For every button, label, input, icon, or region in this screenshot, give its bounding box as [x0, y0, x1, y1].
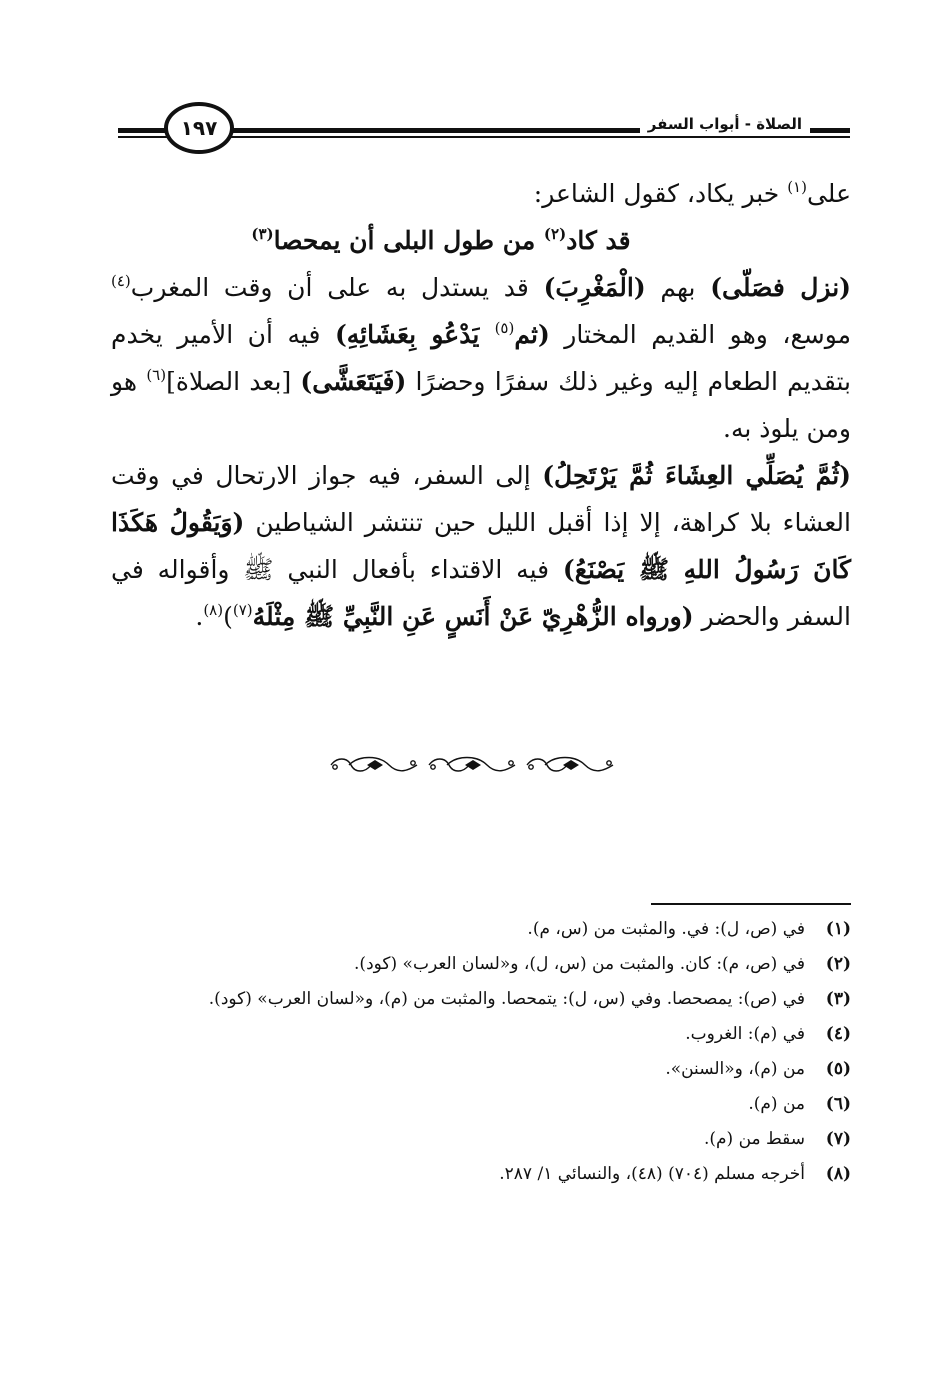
- footnote-number: (٢): [825, 954, 851, 974]
- hadith-quote: (فَيَتَعَشَّى): [300, 367, 407, 396]
- text-run: خبر يكاد، كقول الشاعر:: [533, 179, 788, 208]
- paragraph-2: [111, 264, 851, 452]
- text-run: قد كاد: [566, 226, 631, 255]
- footnote-number: (١): [825, 919, 851, 939]
- text-run: فيه أن الأمير يخدم بتقديم الطعام إليه وغير ذلك سفرًا وحضرًا: [111, 320, 851, 396]
- floral-divider-ornament-icon: [0, 752, 943, 778]
- footnote-ref: (٥): [494, 319, 515, 337]
- text-run: [بعد الصلاة]: [166, 367, 301, 396]
- footnote-text: أخرجه مسلم (٧٠٤) (٤٨)، والنسائي ١/ ٢٨٧.: [499, 1164, 805, 1184]
- footnote-number: (٤): [825, 1024, 851, 1044]
- footnote-number: (٨): [825, 1164, 851, 1184]
- ornament-svg: [327, 752, 617, 778]
- paragraph-1: [111, 170, 851, 217]
- hadith-quote: (ثم: [514, 320, 550, 349]
- hadith-quote: (ثُمَّ يُصَلِّي العِشَاءَ ثُمَّ يَرْتَحِلُ): [542, 461, 852, 490]
- text-run: من طول البلى أن يمحصا: [273, 226, 544, 255]
- footnote-ref: (٨): [203, 601, 224, 619]
- footnote-item: [111, 1122, 851, 1157]
- footnote-text: من (م)، و«السنن».: [665, 1059, 805, 1079]
- footnote-item: [111, 912, 851, 947]
- footnote-text: في (ص، ل): في. والمثبت من (س، م).: [527, 919, 805, 939]
- hadith-quote: (نزل فصَلّى): [710, 273, 852, 302]
- footnote-ref: (١): [787, 178, 807, 196]
- footnote-item: [111, 1017, 851, 1052]
- footnote-text: في (ص، م): كان. والمثبت من (س، ل)، و«لسان العرب» (كود).: [354, 954, 805, 974]
- footnote-separator: [651, 903, 851, 905]
- footnote-text: سقط من (م).: [703, 1129, 805, 1149]
- footnote-number: (٦): [825, 1094, 851, 1114]
- hadith-quote: (وَيَقُولُ هَكَذَا كَانَ رَسُولُ اللهِ ﷺ يَصْنَعُ): [111, 508, 851, 584]
- footnote-item: [111, 1157, 851, 1192]
- text-run: قد يستدل به على أن وقت المغرب: [130, 273, 544, 302]
- footnote-item: [111, 982, 851, 1017]
- page-number: ١٩٧: [164, 102, 234, 154]
- footnote-ref: (٣): [251, 225, 274, 243]
- text-run: على: [806, 179, 851, 208]
- footnote-ref: (٤): [111, 272, 131, 290]
- footnote-item: [111, 1052, 851, 1087]
- footnote-item: [111, 947, 851, 982]
- footnotes-list: [111, 912, 851, 1192]
- hadith-quote: يَدْعُو بِعَشَائِهِ): [334, 320, 495, 349]
- footnote-number: (٧): [825, 1129, 851, 1149]
- text-run: فيه الاقتداء بأفعال النبي ﷺ وأقواله في السفر والحضر: [111, 555, 851, 631]
- paragraph-3: [111, 452, 851, 640]
- running-title: الصلاة - أبواب السفر: [640, 114, 810, 134]
- text-run: هو ومن يلوذ به.: [111, 367, 851, 443]
- footnote-item: [111, 1087, 851, 1122]
- footnote-ref: (٢): [543, 225, 567, 243]
- footnote-text: من (م).: [748, 1094, 805, 1114]
- main-text: [111, 170, 851, 640]
- page-header: [118, 98, 850, 160]
- text-run: إلى السفر، فيه جواز الارتحال في وقت العشاء بلا كراهة، إلا إذا أقبل الليل حين تنتشر الشياطين: [111, 461, 851, 537]
- footnote-ref: (٧): [232, 601, 253, 619]
- footnote-number: (٣): [825, 989, 851, 1009]
- footnote-text: في (م): الغروب.: [685, 1024, 805, 1044]
- footnote-ref: (٦): [146, 366, 167, 384]
- text-run: بهم: [645, 273, 711, 302]
- footnote-text: في (ص): يمصحصا. وفي (س، ل): يتمحصا. والمثبت من (م)، و«لسان العرب» (كود).: [208, 989, 805, 1009]
- text-run: .: [195, 602, 204, 631]
- poetry-verse: [111, 217, 851, 264]
- footnote-number: (٥): [825, 1059, 851, 1079]
- text-run: ): [223, 602, 233, 631]
- hadith-quote: (الْمَغْرِبَ): [543, 273, 646, 302]
- hadith-quote: (ورواه الزُّهْرِيّ عَنْ أَنَسٍ عَنِ النَّبِيِّ ﷺ مِثْلَهُ: [252, 602, 694, 631]
- text-run: موسع، وهو القديم المختار: [549, 320, 852, 349]
